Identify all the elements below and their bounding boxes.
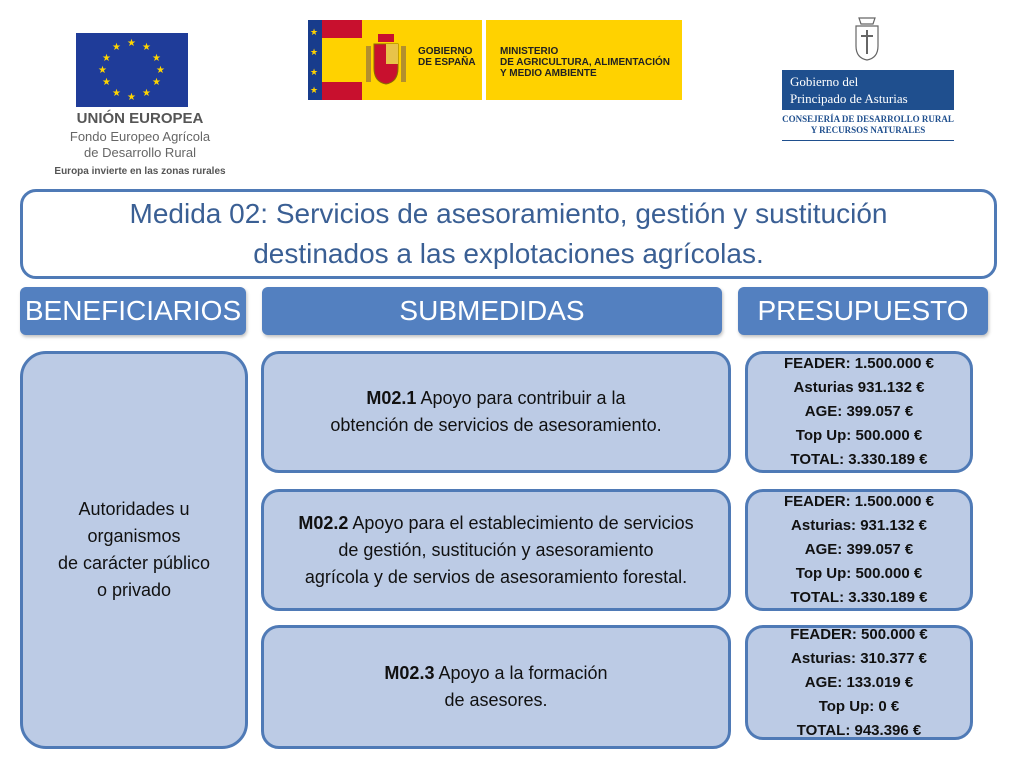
presupuesto-m02-3: [745, 625, 973, 740]
submedida-code: M02.2: [298, 512, 349, 533]
spain-government-logo: [308, 20, 682, 100]
budget-topup: Top Up: 0 €: [818, 697, 900, 715]
eu-logo: [40, 30, 240, 180]
budget-topup: Top Up: 500.000 €: [795, 427, 923, 444]
submedida-text: Apoyo a la formación: [434, 663, 608, 683]
submedida-text: agrícola y de servios de asesoramiento forestal.: [304, 566, 688, 587]
budget-topup: Top Up: 500.000 €: [795, 565, 923, 582]
eu-fund-line2: de Desarrollo Rural: [84, 145, 196, 160]
budget-age: AGE: 399.057 €: [804, 403, 914, 420]
spain-coat-of-arms-icon: [364, 30, 408, 90]
beneficiarios-line: Autoridades u: [78, 499, 190, 519]
ministry-name: MINISTERIO DE AGRICULTURA, ALIMENTACIÓN Y MEDIO AMBIENTE: [500, 46, 670, 79]
asturias-crest-icon: [852, 14, 882, 64]
asturias-logo: [778, 10, 958, 145]
spain-flag-stripe: [322, 20, 362, 38]
budget-total: TOTAL: 3.330.189 €: [790, 451, 928, 468]
eu-motto: Europa invierte en las zonas rurales: [54, 166, 226, 177]
title-line2: destinados a las explotaciones agrícolas.: [253, 238, 764, 269]
page-title: [20, 189, 997, 279]
eu-strip-icon: ★ ★ ★ ★: [308, 20, 322, 100]
title-line1: Medida 02: Servicios de asesoramiento, gestión y sustitución: [129, 198, 888, 229]
budget-feader: FEADER: 1.500.000 €: [783, 493, 935, 510]
submedida-text: de asesores.: [444, 690, 548, 710]
submedida-text: Apoyo para contribuir a la: [416, 388, 626, 408]
asturias-consejeria: CONSEJERÍA DE DESARROLLO RURAL Y RECURSOS NATURALES: [782, 114, 954, 135]
gobierno-espana: GOBIERNO DE ESPAÑA: [418, 46, 476, 68]
beneficiarios-box: [20, 351, 248, 749]
beneficiarios-line: organismos: [87, 526, 181, 546]
presupuesto-m02-1: [745, 351, 973, 473]
budget-feader: FEADER: 500.000 €: [790, 625, 928, 643]
logo-divider: [482, 20, 486, 100]
header-presupuesto: PRESUPUESTO: [738, 287, 988, 335]
submedida-m02-3: [261, 625, 731, 749]
beneficiarios-line: o privado: [96, 580, 172, 600]
budget-asturias: Asturias: 310.377 €: [791, 649, 927, 667]
submedida-code: M02.1: [366, 388, 417, 408]
eu-fund-line1: Fondo Europeo Agrícola: [69, 129, 211, 144]
budget-feader: FEADER: 1.500.000 €: [783, 355, 935, 372]
spain-flag-stripe: [322, 82, 362, 100]
submedida-text: Apoyo para el establecimiento de servicios: [348, 512, 694, 533]
beneficiarios-line: de carácter público: [57, 553, 211, 573]
submedida-text: de gestión, sustitución y asesoramiento: [338, 539, 654, 560]
budget-total: TOTAL: 943.396 €: [796, 721, 922, 739]
header-submedidas: SUBMEDIDAS: [262, 287, 722, 335]
submedida-m02-1: [261, 351, 731, 473]
header-beneficiarios: BENEFICIARIOS: [20, 287, 246, 335]
eu-flag-icon: ★ ★ ★ ★ ★ ★ ★ ★ ★ ★ ★ ★: [76, 33, 188, 107]
submedida-m02-2: [261, 489, 731, 611]
eu-name: UNIÓN EUROPEA: [76, 110, 204, 127]
budget-asturias: Asturias: 931.132 €: [791, 517, 927, 534]
logo-underline: [782, 140, 954, 141]
asturias-name-box: Gobierno del Principado de Asturias: [782, 70, 954, 110]
presupuesto-m02-2: [745, 489, 973, 611]
budget-total: TOTAL: 3.330.189 €: [790, 589, 928, 606]
budget-asturias: Asturias 931.132 €: [793, 379, 925, 396]
submedida-text: obtención de servicios de asesoramiento.: [330, 415, 662, 435]
submedida-code: M02.3: [384, 663, 435, 683]
budget-age: AGE: 133.019 €: [804, 673, 914, 691]
budget-age: AGE: 399.057 €: [804, 541, 914, 558]
